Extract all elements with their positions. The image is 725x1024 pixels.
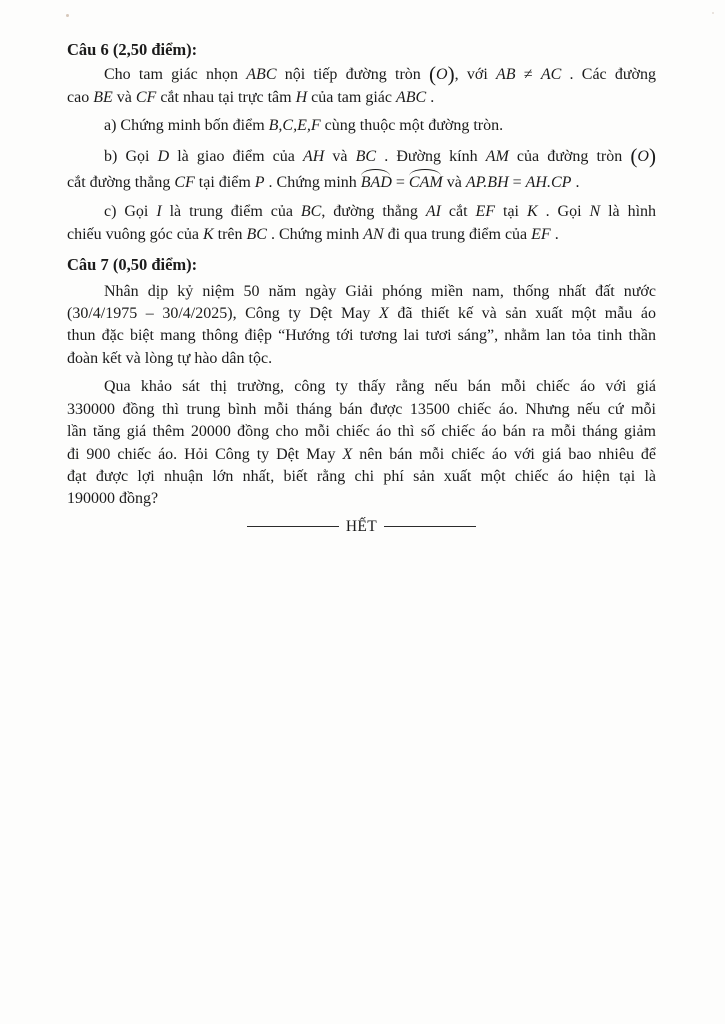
het-rule-right: [384, 526, 476, 527]
het-divider: [67, 516, 656, 538]
line-cau6-intro-1: Cho tam giác nhọn ABC nội tiếp đường tròn (O), với AB ≠ AC . Các đường: [104, 62, 657, 87]
line-cau7-para2-1: Qua khảo sát thị trường, công ty thấy rằng nếu bán mỗi chiếc áo với giá: [104, 378, 656, 396]
het-label: HẾT: [345, 517, 378, 535]
line-cau6-part-c-1: c) Gọi I là trung điểm của BC, đường thẳng AI cắt EF tại K . Gọi N là hình: [104, 203, 657, 221]
line-cau6-intro-2: cao BE và CF cắt nhau tại trực tâm H của tam giác ABC .: [67, 88, 435, 106]
line-cau6-part-c-2: chiếu vuông góc của K trên BC . Chứng minh AN đi qua trung điểm của EF .: [67, 225, 559, 243]
line-cau6-part-b-1: b) Gọi D là giao điểm của AH và BC . Đường kính AM của đường tròn (O): [104, 143, 657, 168]
line-cau7-para2-6: 190000 đồng?: [67, 490, 159, 508]
het-rule-left: [247, 526, 339, 527]
line-cau6-part-b-2: cắt đường thẳng CF tại điểm P . Chứng minh BAD = CAM và AP.BH = AH.CP .: [67, 172, 656, 194]
line-cau7-para1-1: Nhân dịp kỷ niệm 50 năm ngày Giải phóng miền nam, thống nhất đất nước: [104, 282, 656, 300]
line-cau6-part-a: a) Chứng minh bốn điểm B,C,E,F cùng thuộc một đường tròn.: [104, 117, 504, 135]
line-cau7-para2-4: đi 900 chiếc áo. Hỏi Công ty Dệt May X nên bán mỗi chiếc áo với giá bao nhiêu để: [67, 445, 657, 463]
line-cau7-para2-3: lần tăng giá thêm 20000 đồng cho mỗi chiếc áo thì số chiếc áo bán ra mỗi tháng giảm: [67, 423, 656, 441]
scan-speck: [712, 12, 714, 14]
line-cau7-para1-4: đoàn kết và lòng tự hào dân tộc.: [67, 349, 273, 367]
line-cau7-heading: Câu 7 (0,50 điểm):: [67, 255, 198, 275]
line-cau7-para2-2: 330000 đồng thì trung bình mỗi tháng bán được 13500 chiếc áo. Nhưng nếu cứ mỗi: [67, 400, 656, 418]
line-cau7-para1-2: (30/4/1975 – 30/4/2025), Công ty Dệt May X đã thiết kế và sản xuất một mẫu áo: [67, 305, 657, 323]
line-cau6-heading: Câu 6 (2,50 điểm):: [67, 40, 198, 59]
line-cau7-para1-3: thun đặc biệt mang thông điệp “Hướng tới tương lai tươi sáng”, nhằm lan tỏa tinh thần: [67, 327, 656, 345]
scan-speck: [66, 14, 69, 17]
line-cau7-para2-5: đạt được lợi nhuận lớn nhất, biết rằng chi phí sản xuất một chiếc áo hiện tại là: [67, 467, 656, 485]
exam-text-column: [67, 39, 656, 538]
